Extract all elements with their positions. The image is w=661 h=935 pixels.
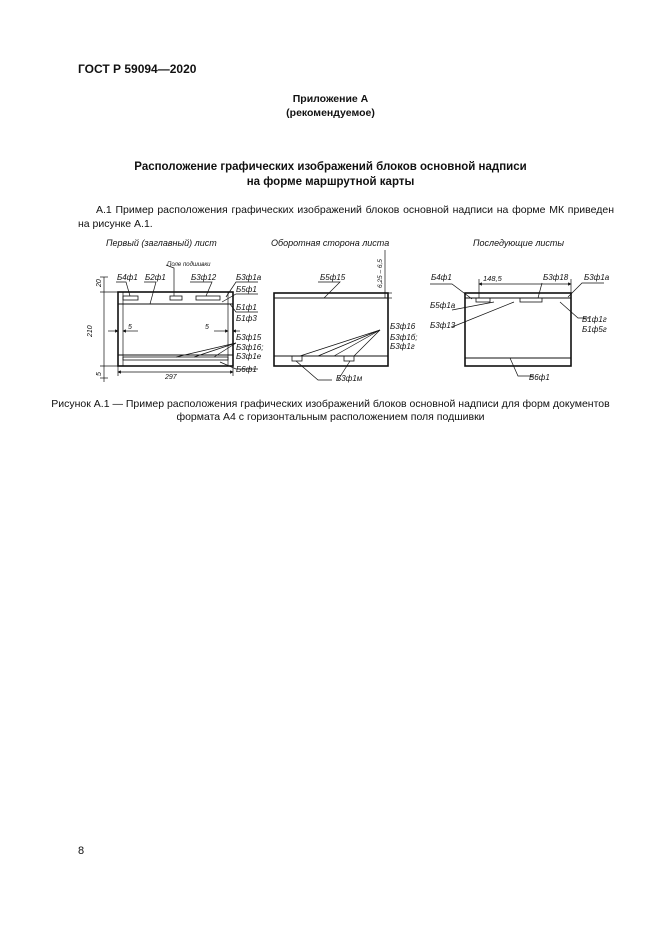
- section-title-line2: на форме маршрутной карты: [246, 176, 415, 188]
- appendix-label: Приложение А: [292, 93, 369, 105]
- page-number: 8: [78, 845, 85, 857]
- p1-binding-field: Поле подшивки: [167, 262, 211, 268]
- p1-dim-height: 210: [87, 325, 94, 337]
- p1-label: Б1ф3: [236, 314, 257, 323]
- panel2-drawing: [274, 250, 392, 380]
- p2-label: Б3ф16: [390, 322, 416, 331]
- p1-dim-top: 20: [96, 279, 103, 287]
- p1-label: Б3ф1е: [236, 352, 262, 361]
- p1-dim-width: 297: [165, 374, 177, 381]
- p1-label: Б4ф1: [117, 273, 138, 282]
- p3-label: Б1ф5г: [582, 325, 607, 334]
- p1-label: Б2ф1: [145, 273, 166, 282]
- p1-dim-bottom: 5: [96, 372, 103, 376]
- p1-label: Б6ф1: [236, 365, 257, 374]
- appendix-status: (рекомендуемое): [286, 107, 375, 119]
- figure-caption-line2: формата А4 с горизонтальным расположением поля подшивки: [176, 411, 485, 423]
- standard-designation: ГОСТ Р 59094—2020: [78, 62, 197, 76]
- panel2-title: Оборотная сторона листа: [271, 238, 390, 248]
- panel1-drawing: [100, 265, 258, 382]
- p1-dim-margin-right: 5: [205, 324, 209, 331]
- body-paragraph: А.1 Пример расположения графических изображений блоков основной надписи на форме МК приведен на рисунке А.1.: [78, 204, 614, 230]
- figure-caption: [0, 398, 661, 424]
- p3-label: Б1ф1г: [582, 315, 607, 324]
- p2-label: Б5ф15: [320, 273, 346, 282]
- section-title-line1: Расположение графических изображений блоков основной надписи: [134, 161, 527, 173]
- p2-label: Б3ф1м: [336, 374, 363, 383]
- panel1-title: Первый (заглавный) лист: [106, 238, 217, 248]
- p3-label: Б3ф18: [543, 273, 569, 282]
- p1-label: Б1ф1: [236, 303, 257, 312]
- panel3-title: Последующие листы: [473, 238, 565, 248]
- p3-label: Б3ф1а: [584, 273, 610, 282]
- p1-label: Б3ф15: [236, 333, 262, 342]
- p2-label: Б3ф1г: [390, 342, 415, 351]
- p1-label: Б3ф12: [191, 273, 217, 282]
- figure-caption-line1: Рисунок А.1 — Пример расположения графических изображений блоков основной надписи для форм документов: [51, 398, 610, 410]
- p1-dim-margin-left: 5: [128, 324, 132, 331]
- p2-label: Б3ф1б;: [390, 333, 418, 342]
- p3-label: Б3ф13: [430, 321, 456, 330]
- panel3-drawing: [430, 279, 604, 376]
- p1-label: Б3ф1а: [236, 273, 262, 282]
- p1-label: Б3ф16;: [236, 343, 264, 352]
- p3-label: Б6ф1: [529, 373, 550, 382]
- p2-dim-top: 6,25 – 6,5: [377, 259, 384, 288]
- p3-dim-width: 148,5: [483, 274, 502, 283]
- p3-label: Б5ф1а: [430, 301, 456, 310]
- p3-label: Б4ф1: [431, 273, 452, 282]
- p1-label: Б5ф1: [236, 285, 257, 294]
